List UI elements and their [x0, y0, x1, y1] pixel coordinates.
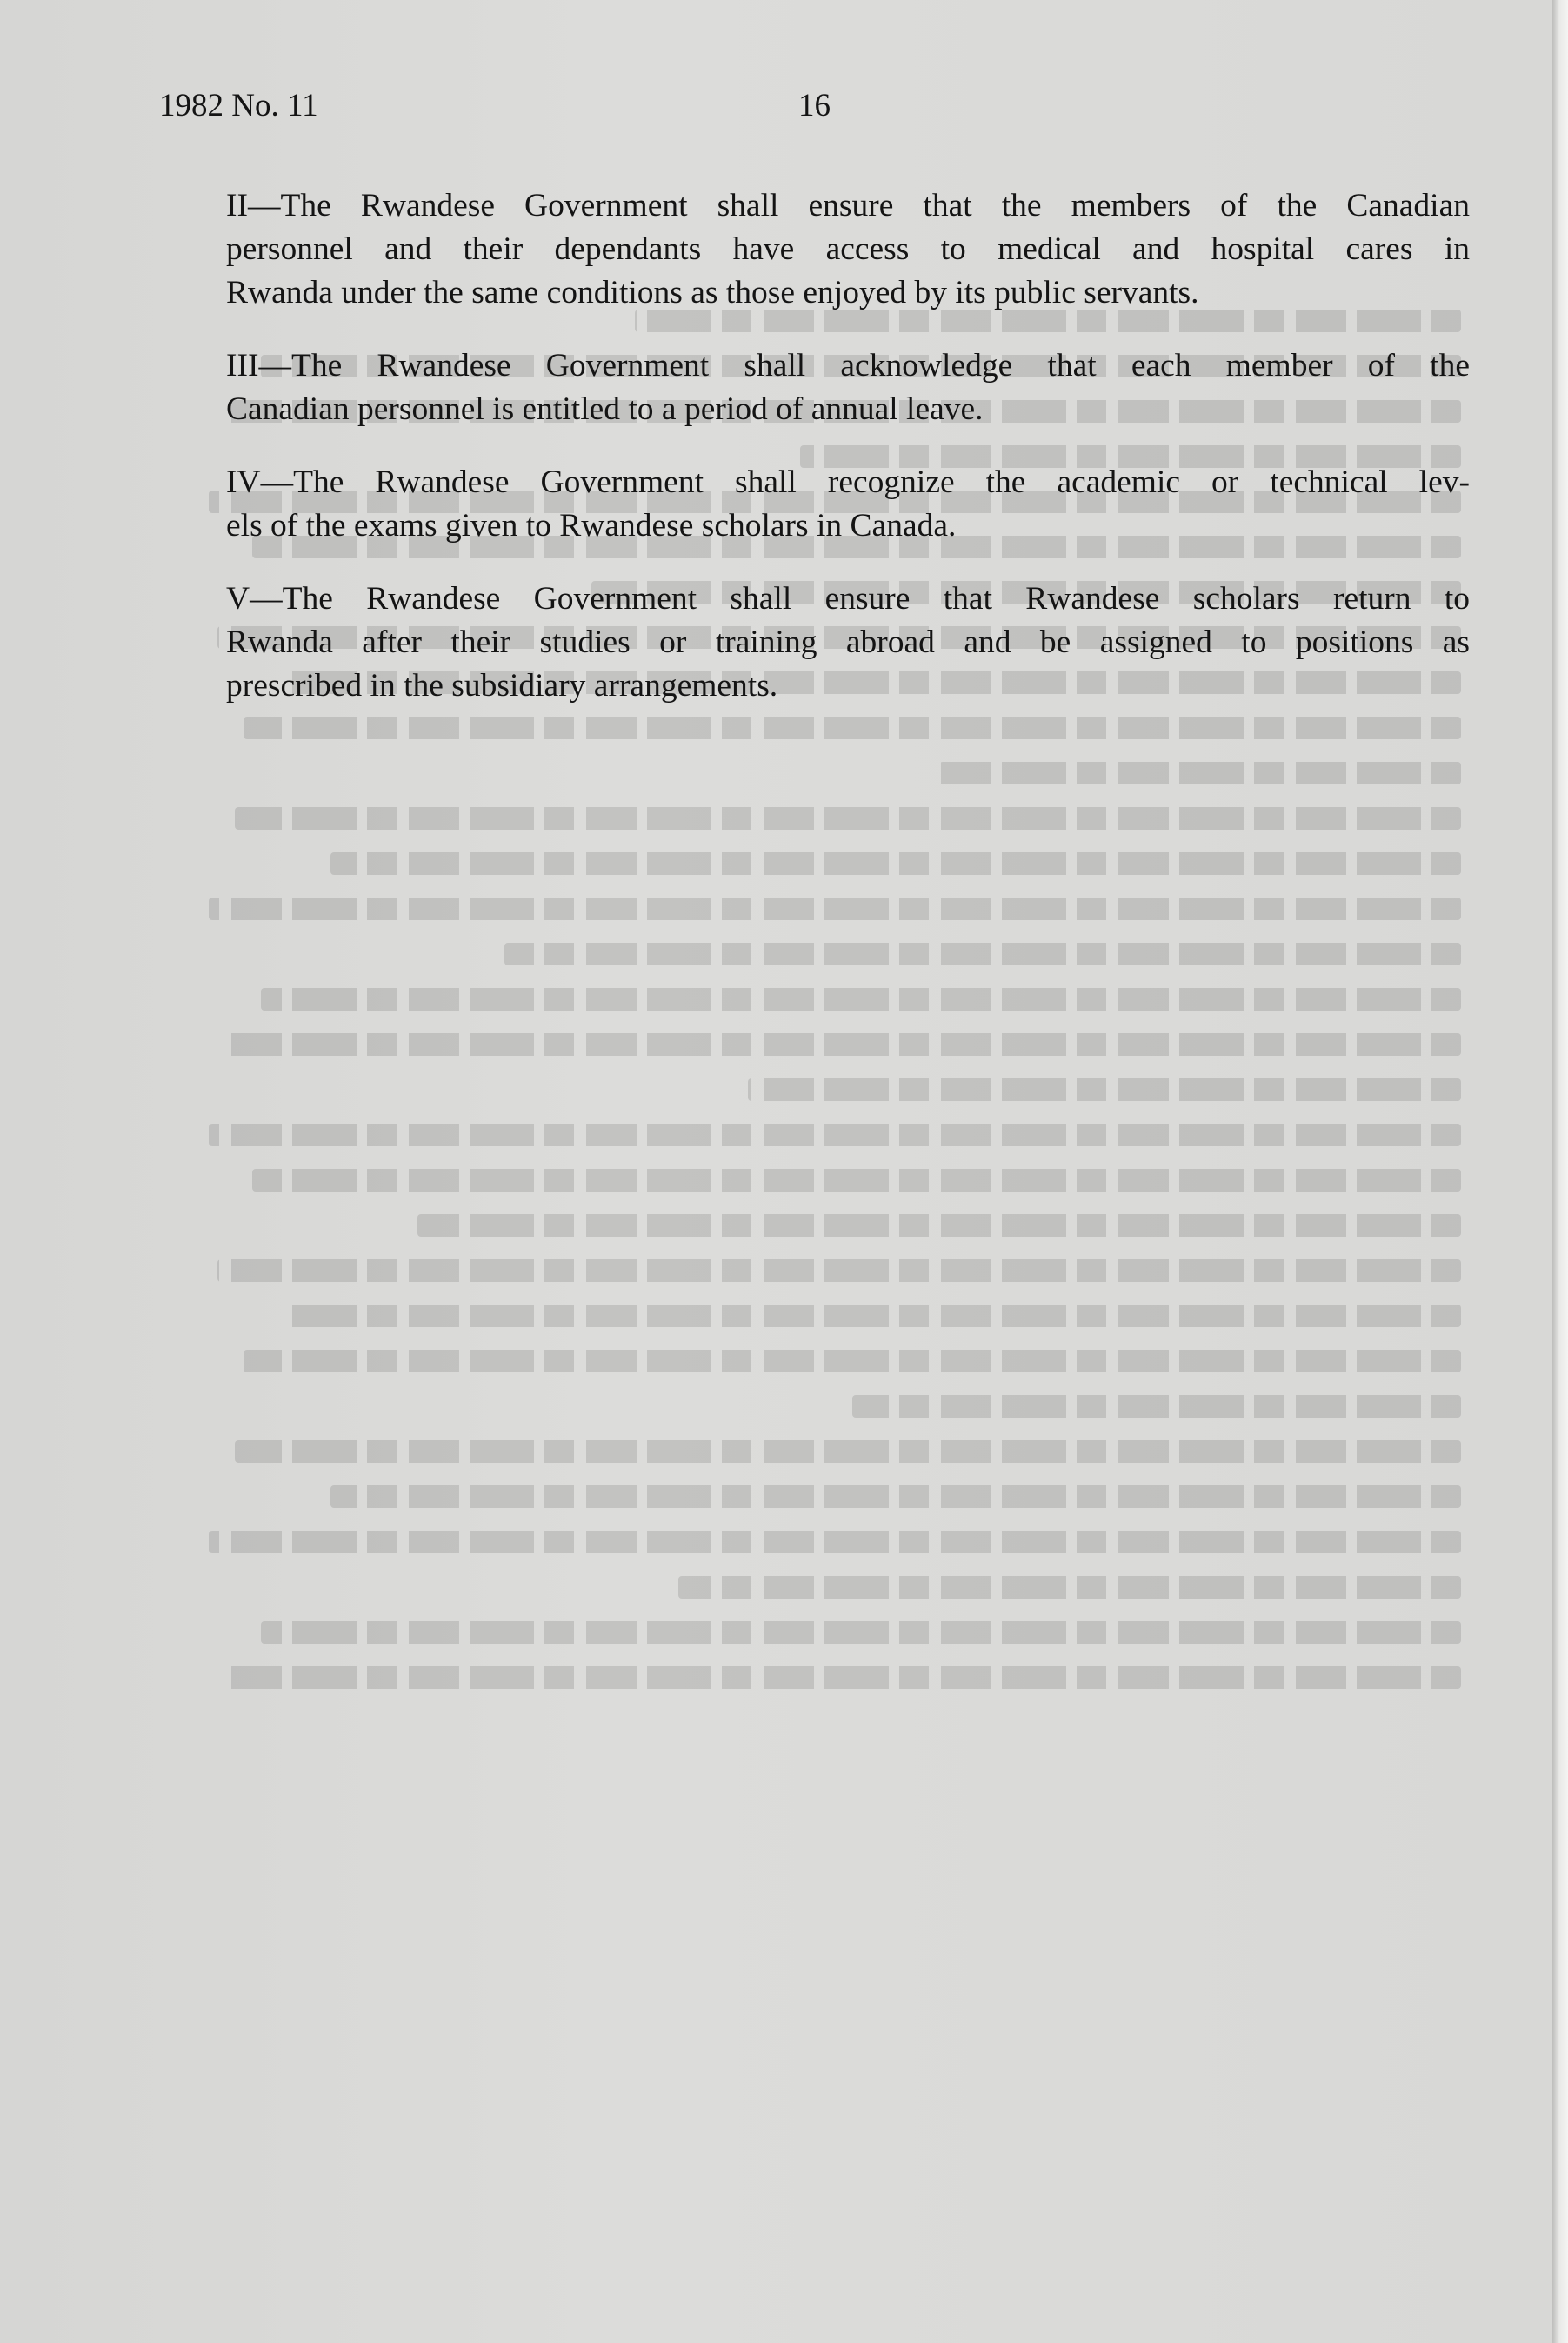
- paragraph-II: [226, 184, 1470, 315]
- paragraph-line: Canadian personnel is entitled to a period of annual leave.: [226, 391, 984, 427]
- paragraph-line: V—The Rwandese Government shall ensure that Rwandese scholars return to: [226, 581, 1470, 617]
- paragraph-line: IV—The Rwandese Government shall recognize the academic or technical lev-: [226, 464, 1470, 500]
- page-number: 16: [798, 88, 831, 123]
- page-header: [159, 80, 855, 132]
- paragraph-V: [226, 577, 1470, 708]
- paragraph-line: els of the exams given to Rwandese scholars in Canada.: [226, 508, 957, 544]
- statute-year-number: 1982 No. 11: [159, 88, 318, 123]
- page-edge: [1552, 0, 1568, 2343]
- paragraph-line: prescribed in the subsidiary arrangements.: [226, 668, 778, 704]
- document-body: [226, 184, 1470, 738]
- paragraph-III: [226, 344, 1470, 431]
- paragraph-IV: [226, 461, 1470, 548]
- paragraph-line: III—The Rwandese Government shall acknowledge that each member of the: [226, 348, 1470, 384]
- paragraph-line: Rwanda after their studies or training abroad and be assigned to positions as: [226, 624, 1470, 660]
- paragraph-line: II—The Rwandese Government shall ensure that the members of the Canadian: [226, 188, 1470, 224]
- paragraph-line: Rwanda under the same conditions as those enjoyed by its public servants.: [226, 275, 1199, 310]
- paragraph-line: personnel and their dependants have access to medical and hospital cares in: [226, 231, 1470, 267]
